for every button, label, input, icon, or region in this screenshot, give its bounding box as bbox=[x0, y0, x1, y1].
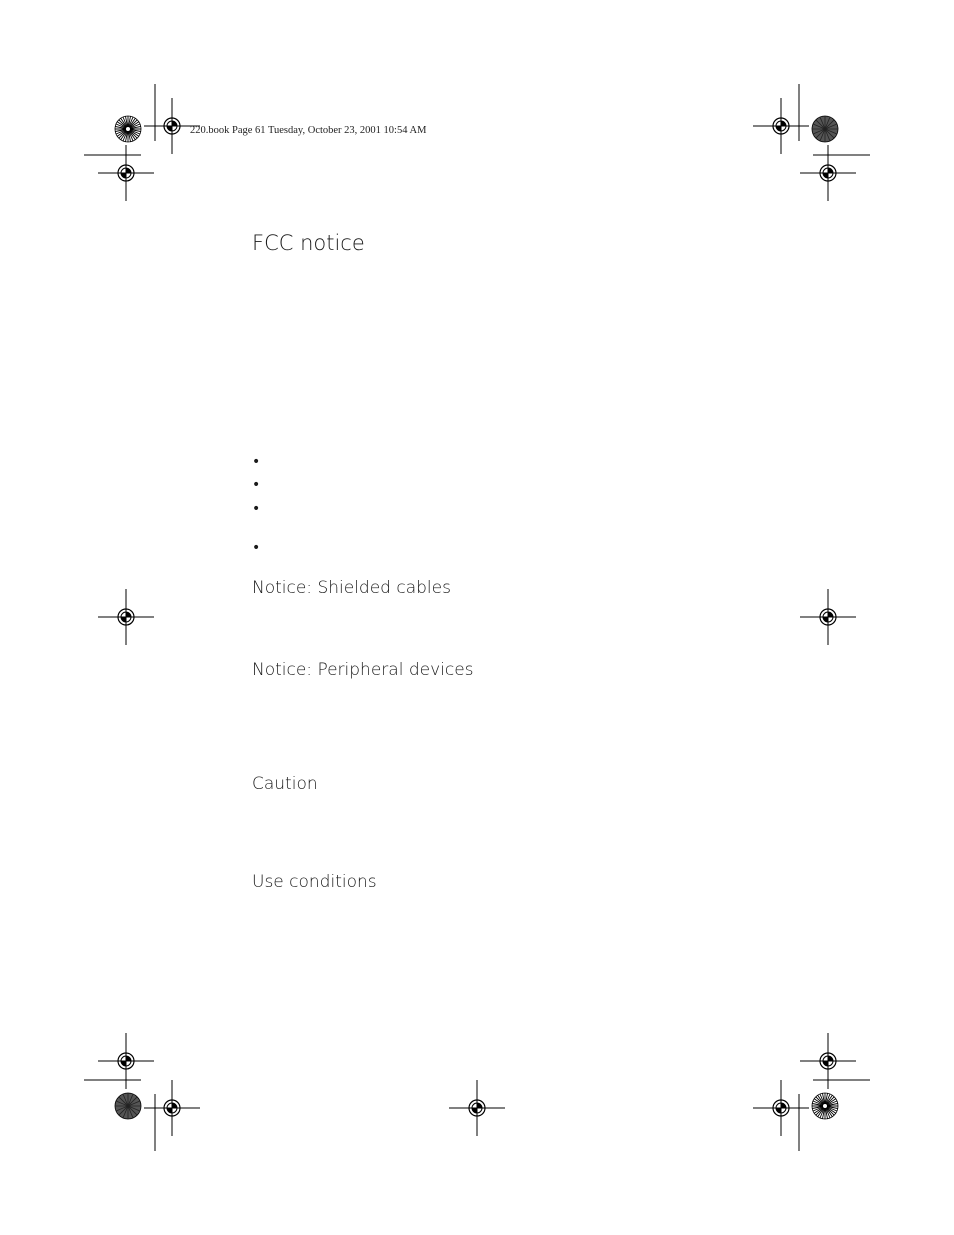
registration-mark-icon bbox=[98, 145, 154, 201]
starburst-mark-icon bbox=[812, 116, 838, 142]
section-heading-peripheral-devices: Notice: Peripheral devices bbox=[252, 660, 474, 680]
section-heading-shielded-cables: Notice: Shielded cables bbox=[252, 578, 451, 598]
bullet-item: • bbox=[252, 477, 261, 493]
starburst-mark-icon bbox=[115, 1093, 141, 1119]
page-title: FCC notice bbox=[252, 231, 365, 255]
registration-mark-icon bbox=[800, 1033, 856, 1089]
registration-mark-icon bbox=[449, 1080, 505, 1136]
section-heading-use-conditions: Use conditions bbox=[252, 872, 377, 892]
registration-mark-icon bbox=[144, 1080, 200, 1136]
section-heading-caution: Caution bbox=[252, 774, 318, 794]
bullet-item: • bbox=[252, 454, 261, 470]
registration-mark-icon bbox=[800, 589, 856, 645]
registration-mark-icon bbox=[753, 98, 809, 154]
book-page-slug: 220.book Page 61 Tuesday, October 23, 2001 10:54 AM bbox=[190, 125, 427, 136]
starburst-mark-icon bbox=[115, 116, 141, 142]
registration-mark-icon bbox=[800, 145, 856, 201]
registration-mark-icon bbox=[753, 1080, 809, 1136]
starburst-mark-icon bbox=[812, 1093, 838, 1119]
bullet-item: • bbox=[252, 501, 261, 517]
registration-mark-icon bbox=[98, 1033, 154, 1089]
registration-mark-icon bbox=[98, 589, 154, 645]
bullet-item: • bbox=[252, 540, 261, 556]
